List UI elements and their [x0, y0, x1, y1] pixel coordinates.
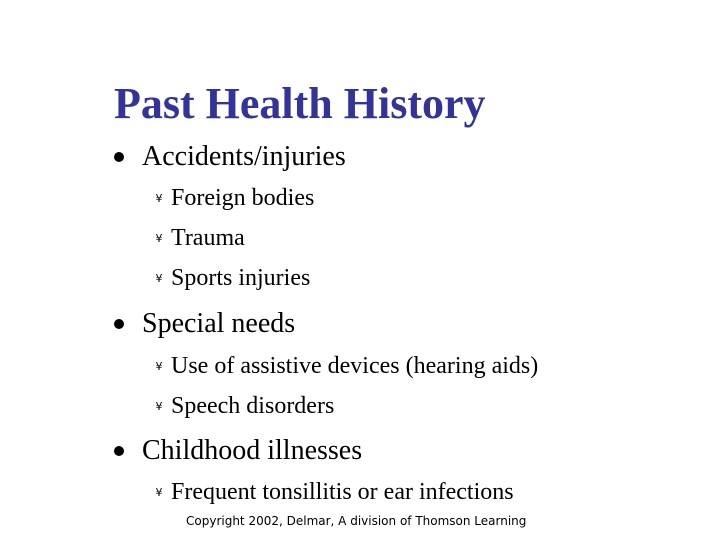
copyright-footer: Copyright 2002, Delmar, A division of Thomson Learning: [186, 514, 527, 528]
yen-bullet-icon: ¥: [155, 400, 163, 413]
section-label: Childhood illnesses: [142, 435, 363, 466]
filled-circle-bullet-icon: [114, 446, 124, 456]
list-item-label: Sports injuries: [171, 265, 311, 291]
list-item-label: Speech disorders: [171, 393, 335, 419]
yen-bullet-icon: ¥: [155, 192, 163, 205]
filled-circle-bullet-icon: [114, 152, 124, 162]
list-item-label: Trauma: [171, 225, 245, 251]
section-label: Accidents/injuries: [142, 141, 346, 172]
yen-bullet-icon: ¥: [155, 272, 163, 285]
slide-title: Past Health History: [114, 79, 486, 128]
filled-circle-bullet-icon: [114, 319, 124, 329]
list-item-label: Frequent tonsillitis or ear infections: [171, 479, 514, 505]
yen-bullet-icon: ¥: [155, 486, 163, 499]
yen-bullet-icon: ¥: [155, 232, 163, 245]
list-item-label: Use of assistive devices (hearing aids): [171, 353, 539, 379]
yen-bullet-icon: ¥: [155, 360, 163, 373]
section-label: Special needs: [142, 308, 296, 339]
list-item-label: Foreign bodies: [171, 185, 315, 211]
